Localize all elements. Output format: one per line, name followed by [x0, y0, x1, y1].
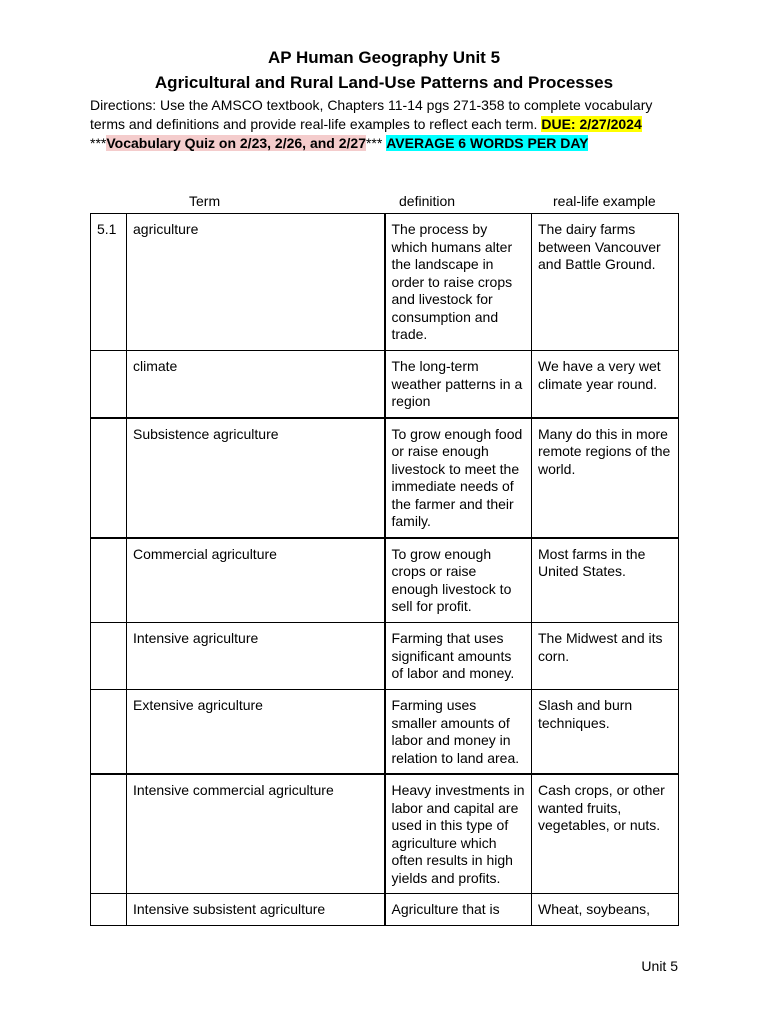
quiz-dates-highlight: Vocabulary Quiz on 2/23, 2/26, and 2/27: [106, 135, 366, 151]
example-cell: Most farms in the United States.: [532, 538, 679, 623]
term-cell: Commercial agriculture: [127, 538, 385, 623]
stars-after: ***: [365, 135, 387, 151]
directions-line-2: [90, 115, 690, 134]
example-cell: The Midwest and its corn.: [532, 623, 679, 690]
column-header-example: real-life example: [553, 193, 656, 209]
example-cell: We have a very wet climate year round.: [532, 351, 679, 418]
vocabulary-table-body: [91, 214, 679, 926]
document-title: AP Human Geography Unit 5: [267, 48, 501, 67]
term-cell: climate: [127, 351, 385, 418]
definition-cell: Agriculture that is: [385, 894, 532, 926]
vocabulary-table: [90, 213, 679, 926]
example-cell: The dairy farms between Vancouver and Battle Ground.: [532, 214, 679, 351]
term-number-cell: [91, 418, 127, 538]
term-number-cell: [91, 690, 127, 775]
column-header-definition: definition: [399, 193, 456, 209]
term-cell: Intensive subsistent agriculture: [127, 894, 385, 926]
term-number-cell: [91, 774, 127, 894]
table-row: [91, 351, 679, 418]
column-header-term: Term: [189, 193, 221, 209]
example-cell: Cash crops, or other wanted fruits, vegetables, or nuts.: [532, 774, 679, 894]
term-number-cell: 5.1: [91, 214, 127, 351]
definition-cell: The long-term weather patterns in a region: [385, 351, 532, 418]
definition-cell: To grow enough food or raise enough livestock to meet the immediate needs of the farmer and their family.: [385, 418, 532, 538]
term-cell: Intensive commercial agriculture: [127, 774, 385, 894]
table-row: [91, 214, 679, 351]
definition-cell: The process by which humans alter the landscape in order to raise crops and livestock for consumption and trade.: [385, 214, 532, 351]
example-cell: Slash and burn techniques.: [532, 690, 679, 775]
term-cell: Extensive agriculture: [127, 690, 385, 775]
directions-line-2-text: terms and definitions and provide real-life examples to reflect each term.: [90, 116, 542, 132]
term-number-cell: [91, 623, 127, 690]
table-row: [91, 623, 679, 690]
table-row: [91, 894, 679, 926]
example-cell: Many do this in more remote regions of the world.: [532, 418, 679, 538]
term-number-cell: [91, 351, 127, 418]
table-row: [91, 418, 679, 538]
table-row: [91, 538, 679, 623]
document-subtitle: Agricultural and Rural Land-Use Patterns and Processes: [154, 73, 614, 92]
term-number-cell: [91, 894, 127, 926]
stars-before: ***: [90, 135, 107, 151]
term-cell: Intensive agriculture: [127, 623, 385, 690]
definition-cell: Farming that uses significant amounts of labor and money.: [385, 623, 532, 690]
due-date-highlight: DUE: 2/27/2024: [541, 116, 642, 132]
directions-line-1: Directions: Use the AMSCO textbook, Chapters 11-14 pgs 271-358 to complete vocabulary: [90, 97, 653, 113]
definition-cell: To grow enough crops or raise enough livestock to sell for profit.: [385, 538, 532, 623]
term-number-cell: [91, 538, 127, 623]
table-row: [91, 690, 679, 775]
term-cell: Subsistence agriculture: [127, 418, 385, 538]
column-headers: [0, 193, 768, 211]
average-words-highlight: AVERAGE 6 WORDS PER DAY: [386, 135, 589, 151]
definition-cell: Heavy investments in labor and capital are used in this type of agriculture which often results in high yields and profits.: [385, 774, 532, 894]
example-cell: Wheat, soybeans,: [532, 894, 679, 926]
table-row: [91, 774, 679, 894]
directions: [90, 96, 690, 153]
term-cell: agriculture: [127, 214, 385, 351]
page-footer: Unit 5: [641, 958, 678, 974]
directions-line-3: [90, 134, 690, 153]
definition-cell: Farming uses smaller amounts of labor and money in relation to land area.: [385, 690, 532, 775]
